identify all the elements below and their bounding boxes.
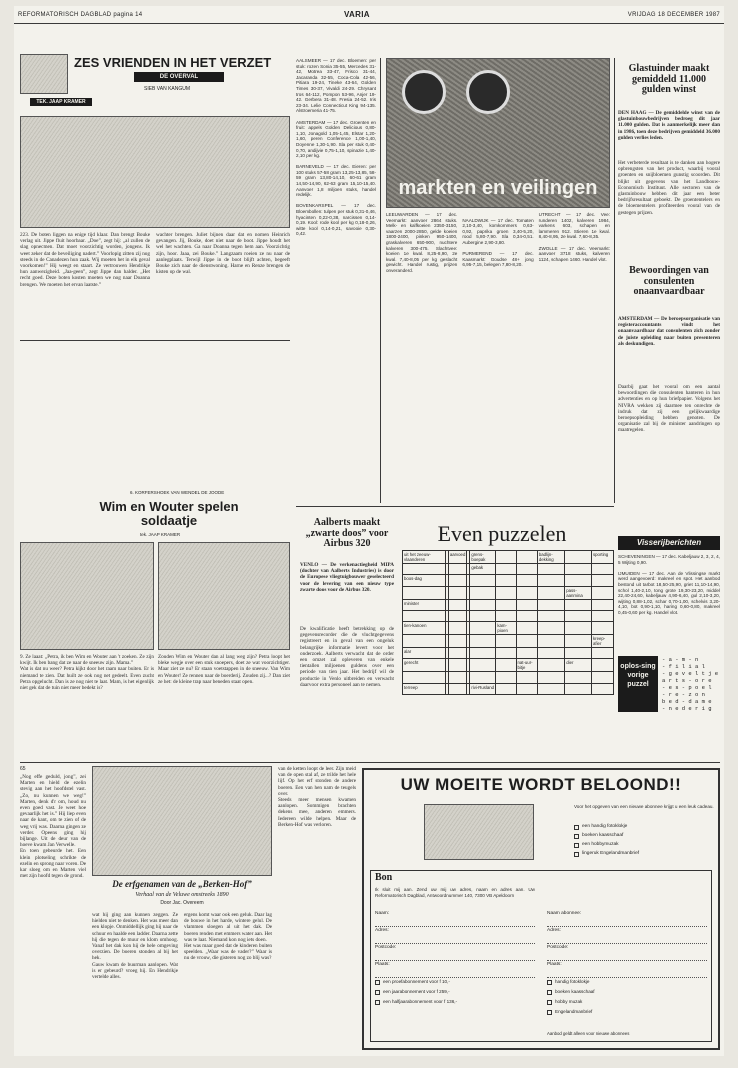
- gift-list: [574, 824, 714, 860]
- puzzle-clue-cell: aarvoed: [448, 551, 467, 564]
- gift-item: [574, 824, 714, 833]
- oplossing-row: - n e d e r i g: [662, 705, 712, 712]
- puzzle-cell[interactable]: [403, 610, 446, 621]
- puzzle-cell[interactable]: [592, 683, 614, 694]
- puzzle-cell[interactable]: [537, 622, 564, 635]
- puzzle-clue-cell: terreep: [403, 683, 446, 694]
- puzzle-clue-cell: nat-uur-bitje: [516, 659, 537, 672]
- story-col-1: „Nog effe geduld, jong”, zei Marten en hield de ezelin stevig aan het hoofdstel vast. „Zo, nu kunnen we weg!” Marten, denk d'r om, houd nu even goed vast. Je weet hoe gevaarlijk het is.” Hij liep even naar de kant, om te zien of de weg vrij was. Daarna gingen ze verder. Opeens ging hij bijlange. Uit de deur van de hoeve kwam Jan Verwelle. En toen gebeurde het. Een klein plotseling schrikte de ezelin en sprong naar voren. De kar sloeg om en Marten viel met zijn hoofd tegen de grond.: [20, 774, 86, 880]
- puzzle-cell[interactable]: [516, 610, 537, 621]
- gift-label: een hobbymuzak: [582, 842, 619, 847]
- puzzle-cell[interactable]: [516, 575, 537, 586]
- puzzle-cell[interactable]: [516, 551, 537, 564]
- puzzle-cell[interactable]: [537, 648, 564, 659]
- aalberts-body: De kwalificatie heeft betrekking op de gegevensrecorder die de vluchtgegevens registreert en in geval van een ongeluk belangrijke informatie levert voor het onderzoek. Aalberts verwacht dat de order een omzet zal opleveren van enkele tientallen miljoenen guldens over een periode van tien jaar. Het bedrijf wil de productie in Venlo uitbreiden en verwacht daarvoor extra personeel aan te nemen.: [300, 626, 394, 688]
- puzzle-cell[interactable]: [496, 683, 516, 694]
- oplossing-row: - g e v e l t j e: [662, 670, 719, 677]
- gift-item: [574, 851, 714, 860]
- coupon-option-label: een jaarabonnement voor f 259,-: [383, 989, 450, 994]
- coupon-option-label: een halfjaarabonnement voor f 136,-: [383, 999, 458, 1004]
- wouter-title: Wim en Wouter spelen soldaatje: [99, 499, 239, 528]
- auction-clock-icon: [402, 70, 446, 114]
- puzzle-cell[interactable]: [448, 586, 467, 599]
- puzzle-cell[interactable]: [537, 635, 564, 648]
- puzzle-cell[interactable]: [592, 672, 614, 683]
- puzzle-cell[interactable]: [403, 635, 446, 648]
- divider: [20, 762, 720, 763]
- promo-illustration: [424, 804, 534, 860]
- column-rule: [380, 58, 381, 503]
- puzzle-cell[interactable]: [496, 610, 516, 621]
- puzzle-clue-cell: grens-boepak: [470, 551, 496, 564]
- puzzle-cell[interactable]: [496, 564, 516, 575]
- puzzle-cell[interactable]: [592, 648, 614, 659]
- aalberts-lead: VENLO — De verkenactiegheid MIPA (dochter van Aalberts Industries) is door de Europese vliegtuigbouwer geselecteerd voor de levering van een nieuw type zwarte doos voor de Airbus 320.: [300, 562, 394, 593]
- gift-label: boeken kaasschaaf: [582, 833, 624, 838]
- story-subtitle: Verhaal van de Veluwe omstreeks 1890: [135, 892, 229, 898]
- puzzle-cell[interactable]: [516, 648, 537, 659]
- coupon-field-label: Plaats:: [375, 962, 390, 967]
- coupon-option[interactable]: [375, 989, 541, 999]
- coupon-options-left: [375, 979, 541, 1009]
- puzzle-cell[interactable]: [403, 586, 446, 599]
- glastuinder-lead: DEN HAAG — De gemiddelde winst van de glastuinbouwbedrijven bedroeg dit jaar 11.000 gulden. Dat is aanmerkelijk meer dan in 1986, toen deze bedrijven gemiddeld 36.000 gulden verlies leden.: [618, 110, 720, 141]
- gift-label: lingeruk Engelandmanbrief: [582, 851, 640, 856]
- puzzle-clue-cell: gebak: [470, 564, 496, 575]
- puzzle-cell[interactable]: [448, 683, 467, 694]
- puzzle-clue-cell: kam-pioen: [496, 622, 516, 635]
- puzzle-cell[interactable]: [516, 622, 537, 635]
- puzzle-cell[interactable]: [565, 575, 592, 586]
- header-section: VARIA: [344, 10, 370, 19]
- puzzle-clue-cell: rivi-Rusland: [470, 683, 496, 694]
- coupon: [370, 870, 712, 1042]
- page-header: [14, 10, 724, 22]
- comic-title-figure: [20, 54, 68, 94]
- puzzle-row: [403, 648, 614, 659]
- coupon-field-label: Naam abonnee:: [547, 911, 582, 916]
- puzzle-clue-cell: minister: [403, 599, 446, 610]
- puzzle-clue-cell: badlijn-dekking: [537, 551, 564, 564]
- puzzle-row: [403, 564, 614, 575]
- puzzle-cell[interactable]: [565, 622, 592, 635]
- glastuinder-headline: Glastuinder maakt gemiddeld 11.000 gulden winst: [628, 63, 710, 95]
- puzzle-cell[interactable]: [537, 610, 564, 621]
- coupon-field-label: Adres:: [375, 928, 389, 933]
- puzzle-row: [403, 551, 614, 564]
- puzzle-cell[interactable]: [565, 564, 592, 575]
- puzzle-cell[interactable]: [592, 622, 614, 635]
- checkbox-icon[interactable]: [574, 825, 579, 830]
- bewoordingen-body: Daarbij gaat het vooral om een aantal bewoordingen die consulenten hanteren in hun advertenties en op hun briefpapier. Volgens het NIVRA wekken zij daarmee ten onrechte de indruk dat zij een gelijkwaardige beroepsopleiding hebben genoten. De organisatie zal bij de minister aandringen op maatregelen.: [618, 384, 720, 434]
- divider: [20, 340, 290, 341]
- puzzle-cell[interactable]: [565, 672, 592, 683]
- checkbox-icon[interactable]: [574, 852, 579, 857]
- puzzle-cell[interactable]: [537, 683, 564, 694]
- story-illustration: [92, 766, 272, 876]
- comic-body-right: wachter brengen. Juliet bijnen daar dat en nomen Heinrich gevangen. Jij, Bouke, doet niet naar de boot. Jippe houdt het wel het wachten. Ga naar Doanna tegen hem aan. Voorzichtig zijn, hoor. Jaaa, zei Bouke.” Langzaam roeien ze nu naar de aanlegplaats. Terwijl Jippe in de boot blijft achten, begeeft Bouke zich naar de dienstwoning. Harne en Renze brengen de kisten op de wal.: [156, 232, 290, 276]
- puzzle-cell[interactable]: [537, 564, 564, 575]
- header-paper-name: REFORMATORISCH DAGBLAD pagina 14: [18, 12, 143, 18]
- puzzle-row: [403, 599, 614, 610]
- oplossing-row: - a - m - n: [662, 656, 699, 663]
- checkbox-icon[interactable]: [375, 990, 380, 995]
- story-number: 65: [20, 766, 26, 772]
- puzzle-cell[interactable]: [470, 635, 496, 648]
- puzzle-cell[interactable]: [496, 586, 516, 599]
- puzzle-cell[interactable]: [448, 635, 467, 648]
- comic-title: ZES VRIENDEN IN HET VERZET: [74, 55, 272, 70]
- wouter-body-left: 9. Ze laaat: „Petra, ik ben Wim en Wouter aan 't zoeken. Ze zijn kwijt. Ik ben bang dat ze naar de sneeuw zijn. Mama.” Wat is dat nu weer? Petra kijkt door het raam naar buiten. Er is niemand te zien. Dat huilt ze ook nog net gedeelt. Even zucht Petra opgelucht. Dan is ze nog niet te laat. Mam, is het eigenlijk niet gek dat de tuin niet meer bedekt is?: [20, 654, 154, 692]
- puzzle-cell[interactable]: [516, 564, 537, 575]
- oplossing-row: a r t s - o r e: [662, 677, 712, 684]
- puzzle-clue-cell: tien-kanoen: [403, 622, 446, 635]
- coupon-field[interactable]: [375, 928, 535, 944]
- comic-panel-illustration: [20, 116, 290, 228]
- coupon-field-label: Naam:: [375, 911, 390, 916]
- puzzle-clue-cell: uit het zeeuw-vlaanderen: [403, 551, 446, 564]
- market-column-2: LEEUWARDEN — 17 dec. Veemarkt: aanvoer 2864 stuks. Melk- en kalfkoeien 2350-3150, vaarzen 2000-2850, gelde koeien 1800-2400, pinken 950-1400, graskalveren 650-900, nuchtere kalveren 300-475. Slachtvee: koeien 1e kwal. 8,25-8,90, 2e kwal. 7,40-8,05 per kg geslacht gewicht. Handel rustig, prijzen onveranderd. NAALDWIJK — 17 dec. Tomaten 2,10-3,40, komkommers 0,63-0,92, paprika groen 3,40-5,20, rood 5,80-7,90. Sla 0,34-0,51. Aubergine 2,90-3,80. PURMEREND — 17 dec. Kaasmarkt: Goudse 48+ jong 6,95-7,15, belegen 7,80-8,20. UTRECHT — 17 dec. Vee: runderen 1402, kalveren 1984, varkens 603, schapen en lammeren 912. Stieren 1e kwal. 8,40-8,95, 2e kwal. 7,60-8,35. ZWOLLE — 17 dec. Veemarkt: aanvoer 3718 stuks, kalveren 1124, schapen 1460. Handel vlot.: [386, 212, 610, 273]
- puzzle-cell[interactable]: [448, 575, 467, 586]
- puzzle-cell[interactable]: [496, 551, 516, 564]
- puzzle-clue-cell: dier: [565, 659, 592, 672]
- oplossing-row: - r e - z o n: [662, 691, 705, 698]
- oplossing-label: oplos-sing vorige puzzel: [618, 656, 658, 712]
- puzzle-cell[interactable]: [496, 672, 516, 683]
- coupon-field-label: Adres:: [547, 928, 561, 933]
- checkbox-icon[interactable]: [574, 843, 579, 848]
- oplossing-row: - e s - p o e l: [662, 684, 712, 691]
- puzzle-cell[interactable]: [448, 622, 467, 635]
- bewoordingen-headline: Bewoordingen van consulenten onaanvaardbaar: [629, 265, 709, 297]
- puzzle-cell[interactable]: [537, 672, 564, 683]
- coupon-field[interactable]: [547, 911, 707, 927]
- puzzle-cell[interactable]: [448, 599, 467, 610]
- puzzle-cell[interactable]: [470, 599, 496, 610]
- comic-subtitle: DE OVERVAL: [134, 72, 224, 82]
- puzzle-row: [403, 622, 614, 635]
- puzzle-cell[interactable]: [516, 599, 537, 610]
- puzzle-row: [403, 610, 614, 621]
- coupon-field[interactable]: [547, 962, 707, 978]
- wouter-panel-left: [20, 542, 154, 650]
- puzzle-cell[interactable]: [496, 648, 516, 659]
- coupon-options-right: [547, 979, 707, 1019]
- puzzle-cell[interactable]: [470, 622, 496, 635]
- visserij-body: SCHEVENINGEN — 17 dec. Kabeljauw 2, 3, 2, 4, 5 Wijting 0,90. IJMUIDEN — 17 dec. Aan de Vlissingse markt werd aangevoerd: makreel en spot. Het aanbod bestond uit tarbot 18,50-25,90, griet 11,10-14,90, schol 1,40-2,10, tong grote 19,30-23,20, middel 22,40-24,60, kabeljauw 4,90-6,40, gul 2,10-3,20, wijting 0,88-1,02, schar 0,70-1,00, schelvis 3,20-4,10, bot 0,90-1,10, haring 0,60-0,80, makreel 0,45-0,60 per kg. Handel vlot.: [618, 554, 720, 615]
- puzzle-cell[interactable]: [470, 648, 496, 659]
- coupon-field[interactable]: [547, 928, 707, 944]
- coupon-title: Bon: [375, 872, 393, 883]
- puzzle-cell[interactable]: [403, 672, 446, 683]
- header-date: VRIJDAG 18 DECEMBER 1987: [627, 12, 720, 18]
- puzzle-cell[interactable]: [565, 551, 592, 564]
- glastuinder-body: Het verbeterde resultaat is te danken aan hogere opbrengsten van het product, waarbij vooral groenten en snijbloemen gunstig scoorden. Dit blijkt uit gegevens van het Landbouw-Economisch Instituut. Alle sectoren van de glastuinbouw hebben dit jaar een beter bedrijfsresultaat geboekt. De groententelers en de bloementelers profiteerden vooral van de gestegen prijzen.: [618, 160, 720, 216]
- column-rule: [614, 58, 615, 503]
- comic-body-left: 223. De boten liggen na enige tijd klaar. Dan brengt Bouke verlag uit. Jippe fluit hoorbaar. „Doe”, zegt hij: „al zullen de slag opnecmen. Dat moet voorzichtig worden, jongens. Ik weet zeker dat de beveiliging nadert.” Voorlopig zitten zij nog steeds in de Canadezen hun zaak. Wij moeten het in elk geval voorkomen!” Hij weegt en staart. Ze vertrouwen Hendrikje hun aanwezigheid. „Jaa-geen”, zegt Jippe dan halder. „Het recht goed. Deze boten kosten moeten we nog naar Doanna brengen. We moeten het ervan laatste.”: [20, 232, 150, 288]
- puzzle-cell[interactable]: [448, 648, 467, 659]
- comic-artist: TEK. JAAP KRAMER: [30, 98, 92, 106]
- puzzle-clue-cell: pass-aanmina: [565, 586, 592, 599]
- puzzle-clue-cell: kreep-afier: [592, 635, 614, 648]
- coupon-fields-right: [547, 911, 707, 979]
- puzzle-cell[interactable]: [565, 610, 592, 621]
- wouter-series: 6. KORFERSHOEK VAN WENDEL DE JOODE: [130, 490, 225, 495]
- puzzle-cell[interactable]: [516, 635, 537, 648]
- puzzle-cell[interactable]: [496, 575, 516, 586]
- bewoordingen-lead: AMSTERDAM — De beroepsorganisatie van registeraccountants vindt het onaanvaardbaar dat consulenten zich zonder de juiste opleiding naar buiten presenteren als deskundigen.: [618, 316, 720, 347]
- puzzle-cell[interactable]: [592, 659, 614, 672]
- puzzle-row: [403, 659, 614, 672]
- puzzle-cell[interactable]: [470, 610, 496, 621]
- puzzle-row: [403, 683, 614, 694]
- coupon-field-label: Plaats:: [547, 962, 562, 967]
- puzzle-cell[interactable]: [448, 610, 467, 621]
- coupon-fields-left: [375, 911, 535, 979]
- puzzle-title: Even puzzelen: [437, 521, 567, 546]
- story-col-2: wat hij ging aan kunnen zeggen. Ze hielden niet te denken. Het was meer dan een klopje. Onmiddellijk ging hij naar de schuur en haalde een ladder. Daarna zette hij die tegen de muur en klom omhoog. Vanaf het dak kon hij de hele omgeving overzien. De boeren stonden al bij het hek. Gauw kwam de buurman aanlopen. Wat is er gebeurd? vroeg hij. En Hendrikje vertelde alles.: [92, 912, 178, 981]
- wouter-panel-right: [158, 542, 290, 650]
- auction-clock-icon: [466, 70, 510, 114]
- coupon-option[interactable]: [547, 1009, 707, 1019]
- puzzle-cell[interactable]: [592, 575, 614, 586]
- promo-intro: Voor het opgeven van een nieuwe abonnee krijgt u een leuk cadeau.: [574, 804, 714, 809]
- oplossing-grid: [662, 656, 722, 712]
- puzzle-row: [403, 635, 614, 648]
- puzzle-grid[interactable]: [402, 550, 614, 695]
- header-rule: [14, 23, 724, 24]
- story-col-4: van de ketten loopt de leer. Zijn meid van de open stal af, ze trilde het hele lijf. Op het erf stonden de andere boeren. Een van hen nam de teugels over. Steeds meer mensen kwamen aanlopen. Sommigen brachten dekens mee, anderen emmers. Iedereen wilde helpen. Maar de Berken-Hof was verloren.: [278, 766, 356, 828]
- puzzle-cell[interactable]: [496, 635, 516, 648]
- coupon-option[interactable]: [547, 999, 707, 1009]
- coupon-option[interactable]: [547, 979, 707, 989]
- puzzle-cell[interactable]: [537, 575, 564, 586]
- checkbox-icon[interactable]: [375, 1000, 380, 1005]
- visserij-title: Visserijberichten: [618, 536, 720, 550]
- puzzle-cell[interactable]: [448, 564, 467, 575]
- gift-label: een handig fotoklokje: [582, 824, 628, 829]
- aalberts-headline: Aalberts maakt „zwarte doos” voor Airbus 320: [305, 517, 389, 549]
- gift-item: [574, 842, 714, 851]
- divider: [296, 506, 614, 507]
- puzzle-cell[interactable]: [537, 586, 564, 599]
- coupon-option-label: Engelandmanbrief: [555, 1009, 593, 1014]
- puzzle-cell[interactable]: [592, 599, 614, 610]
- puzzle-cell[interactable]: [470, 575, 496, 586]
- puzzle-row: [403, 672, 614, 683]
- puzzle-row: [403, 586, 614, 599]
- market-column-1: AALSMEER — 17 dec. Bloemen: per stuk: rozen Sonia 35-55, Mercedes 31-42, Motrea 33-47, Frisco 31-44, Jacaranda 32-55, Coca-Cola 42-56, Pitiara 19-24, Tineke 43-64, Golden Times 30-37, Vivaldi 24-29. Chrysant tros 64-112, Pompon 53-96, Anjer 19-42. Gerbera 31-48. Fresia 24-52. Iris 23-34. Lelie Connecticut King 94-135. Alstroemeria 41-75. AMSTERDAM — 17 dec. Groenten en fruit: appels Golden Delicious 0,80-1,10, Jonagold 1,05-1,45, Elstar 1,20-1,60, peren Conference 1,00-1,40, Doyenne 1,30-1,90. Sla per stuk 0,40-0,70, andijvie 0,75-1,10, spinazie 1,40-2,10 per kg. BARNEVELD — 17 dec. Eieren: per 100 stuks 57-58 gram 13,25-13,85, 58-59 gram 13,80-14,10, 60-61 gram 14,50-14,90, 62-63 gram 15,10-15,40. Aanvoer 1,8 miljoen stuks, handel redelijk. BOVENKARSPEL — 17 dec. Bloembollen: tulpen per stuk 0,31-0,46, hyacinten 0,22-0,38, narcissen 0,14-0,19. Kool: rode kool per kg 0,18-0,26, witte kool 0,14-0,21, savooie 0,30-0,42.: [296, 58, 376, 237]
- coupon-field[interactable]: [375, 911, 535, 927]
- puzzle-clue-cell: gerecht: [403, 659, 446, 672]
- puzzle-cell[interactable]: [592, 586, 614, 599]
- coupon-option-label: handig fotoklokje: [555, 979, 590, 984]
- checkbox-icon[interactable]: [547, 990, 552, 995]
- puzzle-cell[interactable]: [516, 672, 537, 683]
- promo-title: UW MOEITE WORDT BELOOND!!: [400, 775, 682, 794]
- coupon-option[interactable]: [547, 989, 707, 999]
- coupon-field-label: Postcode:: [375, 945, 397, 950]
- puzzle-cell[interactable]: [565, 683, 592, 694]
- puzzle-cell[interactable]: [565, 648, 592, 659]
- puzzle-clue-cell: alar: [403, 648, 446, 659]
- puzzle-cell[interactable]: [592, 564, 614, 575]
- coupon-intro: Ik sluit mij aan. Zend uw mij uw adres, naam en adres aan. Uw Reformatorisch Dagblad, Antwoordnummer 140, 7300 VB Apeldoorn: [375, 887, 535, 898]
- puzzle-clue-cell: boos-dag: [403, 575, 446, 586]
- coupon-field[interactable]: [375, 962, 535, 978]
- coupon-option[interactable]: [375, 979, 541, 989]
- oplossing-row: b e d - d a m e: [662, 698, 712, 705]
- puzzle-cell[interactable]: [537, 599, 564, 610]
- coupon-option[interactable]: [375, 999, 541, 1009]
- newspaper-page: [14, 6, 724, 1056]
- gift-item: [574, 833, 714, 842]
- puzzle-cell[interactable]: [516, 683, 537, 694]
- coupon-field[interactable]: [375, 945, 535, 961]
- comic-author: SIEB VAN KANGUM: [144, 86, 191, 92]
- wouter-body-right: Zouden Wim en Wouter dan al lang weg zijn? Petra loopt het bleke wegje over een stuk snoepers, doet ze wat voorzichtiger. Maar ziet ze nu? Er staan voetstappen in de sneeuw. Van Wim en Wouter! Ze rennen naar de boerderij. Zouden zij...? Dan ziet ze het: de kleine trap naar beneden staat open.: [158, 654, 290, 685]
- market-title: markten en veilingen: [398, 177, 598, 199]
- coupon-note: Aanbod geldt alleen voor nieuwe abonnees: [547, 1031, 630, 1036]
- puzzle-cell[interactable]: [470, 659, 496, 672]
- puzzle-cell[interactable]: [496, 599, 516, 610]
- checkbox-icon[interactable]: [547, 980, 552, 985]
- wouter-artist: tek. JAAP KRAMER: [140, 532, 181, 537]
- coupon-option-label: hobby muzak: [555, 999, 583, 1004]
- coupon-option-label: boeken kaasschaaf: [555, 989, 595, 994]
- puzzle-cell[interactable]: [565, 635, 592, 648]
- puzzle-cell[interactable]: [592, 610, 614, 621]
- puzzle-cell[interactable]: [470, 586, 496, 599]
- oplossing-row: - f i l i a l: [662, 663, 705, 670]
- story-col-3: ergens komt waar ook een geluk. Daar lag de bouwe in het harde, wintere gelul. De vlammen sloegen al uit het dak. De boeren renden met emmers water aan. Het was te laat. Niemand kon nog iets doen. Het was maar goed dat de kinderen buiten speelden. „Waar was de vader?” Waar is nu de vrouw, die gisteren nog zo blij was?: [184, 912, 272, 962]
- checkbox-icon[interactable]: [547, 1010, 552, 1015]
- puzzle-cell[interactable]: [448, 672, 467, 683]
- puzzle-cell[interactable]: [496, 659, 516, 672]
- promo-box: [362, 768, 720, 1050]
- puzzle-cell[interactable]: [516, 586, 537, 599]
- story-author: Door Jac. Overeem: [160, 900, 204, 906]
- puzzle-cell[interactable]: [565, 599, 592, 610]
- puzzle-cell[interactable]: [537, 659, 564, 672]
- coupon-option-label: een proefabonnement voor f 10,-: [383, 979, 450, 984]
- story-title: De erfgenamen van de „Berken-Hof”: [112, 879, 252, 889]
- coupon-field[interactable]: [547, 945, 707, 961]
- puzzle-cell[interactable]: [403, 564, 446, 575]
- checkbox-icon[interactable]: [574, 834, 579, 839]
- puzzle-clue-cell: sporting: [592, 551, 614, 564]
- puzzle-row: [403, 575, 614, 586]
- checkbox-icon[interactable]: [547, 1000, 552, 1005]
- coupon-field-label: Postcode:: [547, 945, 569, 950]
- puzzle-cell[interactable]: [448, 659, 467, 672]
- puzzle-cell[interactable]: [470, 672, 496, 683]
- checkbox-icon[interactable]: [375, 980, 380, 985]
